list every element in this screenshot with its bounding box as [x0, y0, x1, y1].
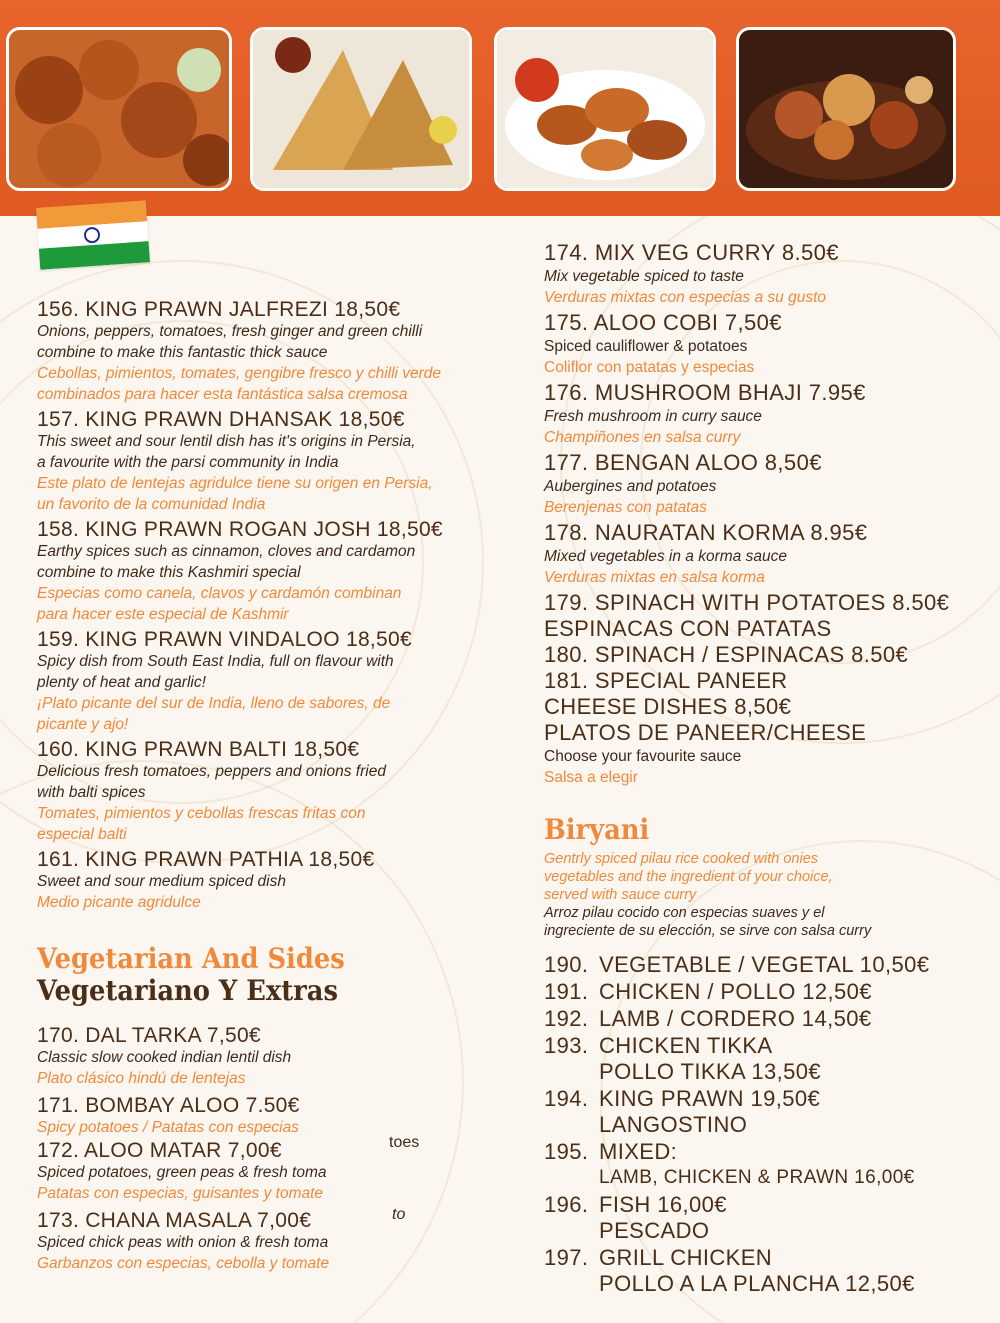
item-desc-es: Este plato de lentejas agridulce tiene su origen en Persia, [37, 475, 433, 492]
item-desc-en: Fresh mushroom in curry sauce [544, 408, 762, 425]
item-title: 179. SPINACH WITH POTATOES 8.50€ [544, 590, 950, 615]
item-desc-en: Choose your favourite sauce [544, 748, 742, 765]
item-desc-es: Garbanzos con especias, cebolla y tomate [37, 1255, 330, 1272]
item-title: 178. NAURATAN KORMA 8.95€ [544, 520, 868, 545]
item-title: 160. KING PRAWN BALTI 18,50€ [37, 738, 360, 761]
item-desc-es: Plato clásico hindú de lentejas [37, 1070, 246, 1087]
item-title: PESCADO [599, 1218, 710, 1243]
item-number: 194. [544, 1086, 589, 1111]
item-desc-es: Coliflor con patatas y especias [544, 359, 755, 376]
item-title: CHICKEN TIKKA [599, 1033, 773, 1058]
biryani-desc-en: vegetables and the ingredient of your choice, [544, 869, 833, 885]
item-title: 157. KING PRAWN DHANSAK 18,50€ [37, 408, 405, 431]
item-title: 180. SPINACH / ESPINACAS 8.50€ [544, 642, 909, 667]
item-desc-en: Onions, peppers, tomatoes, fresh ginger and green chilli [37, 323, 423, 340]
item-number: 192. [544, 1006, 589, 1031]
item-desc-en: Spiced cauliflower & potatoes [544, 338, 748, 355]
menu-item-175 [544, 310, 984, 378]
item-title: 161. KING PRAWN PATHIA 18,50€ [37, 848, 375, 871]
item-desc-es: Cebollas, pimientos, tomates, gengibre fresco y chilli verde [37, 365, 442, 382]
item-title: GRILL CHICKEN [599, 1245, 773, 1270]
item-desc-es: combinados para hacer esta fantástica salsa cremosa [37, 386, 408, 403]
item-title: POLLO A LA PLANCHA 12,50€ [599, 1271, 915, 1296]
biryani-item-190 [544, 952, 984, 978]
onion-bhaji-photo [6, 27, 232, 191]
fried-chicken-image [497, 30, 713, 188]
header-banner [0, 0, 1000, 216]
item-desc-en: Aubergines and potatoes [544, 478, 717, 495]
biryani-item-194 [544, 1086, 984, 1138]
item-desc-es: Salsa a elegir [544, 769, 638, 786]
menu-item-179-181 [544, 590, 984, 788]
item-title: 176. MUSHROOM BHAJI 7.95€ [544, 380, 866, 405]
item-title: POLLO TIKKA 13,50€ [599, 1059, 822, 1084]
biryani-item-197 [544, 1245, 984, 1297]
item-desc-es: Berenjenas con patatas [544, 499, 707, 516]
menu-item-173 [37, 1206, 507, 1274]
veg-heading-en: Vegetarian And Sides [37, 942, 345, 975]
item-title: 181. SPECIAL PANEER [544, 668, 788, 693]
onion-bhaji-image [9, 30, 229, 188]
item-desc-en: plenty of heat and garlic! [37, 674, 206, 691]
menu-item-157 [37, 409, 507, 515]
samosa-image [253, 30, 469, 188]
item-desc-en: combine to make this Kashmiri special [37, 564, 301, 581]
biryani-heading: Biryani [544, 813, 650, 846]
item-title: CHICKEN / POLLO 12,50€ [599, 979, 872, 1004]
item-title: 159. KING PRAWN VINDALOO 18,50€ [37, 628, 412, 651]
item-number: 191. [544, 979, 589, 1004]
item-desc-en: Sweet and sour medium spiced dish [37, 873, 286, 890]
item-title: ESPINACAS CON PATATAS [544, 616, 832, 641]
item-desc-es: Spicy potatoes / Patatas con especias [37, 1119, 299, 1136]
item-desc-es: Champiñones en salsa curry [544, 429, 741, 446]
biryani-item-191 [544, 979, 984, 1005]
item-desc-es: Especias como canela, clavos y cardamón combinan [37, 585, 402, 602]
menu-item-170 [37, 1025, 507, 1089]
item-desc-es: picante y ajo! [37, 716, 129, 733]
item-desc-es: un favorito de la comunidad India [37, 496, 266, 513]
stray-text: to [392, 1206, 406, 1223]
item-title: 158. KING PRAWN ROGAN JOSH 18,50€ [37, 518, 443, 541]
item-title: KING PRAWN 19,50€ [599, 1086, 821, 1111]
item-desc-en: Spicy dish from South East India, full on flavour with [37, 653, 394, 670]
item-desc-en: This sweet and sour lentil dish has it's origins in Persia, [37, 433, 416, 450]
fried-chicken-photo [494, 27, 716, 191]
item-desc-es: para hacer este especial de Kashmir [37, 606, 289, 623]
item-number: 196. [544, 1192, 589, 1217]
item-title: LAMB / CORDERO 14,50€ [599, 1006, 872, 1031]
menu-item-178 [544, 520, 984, 588]
item-desc-es: Tomates, pimientos y cebollas frescas fritas con [37, 805, 366, 822]
item-title: 174. MIX VEG CURRY 8.50€ [544, 240, 839, 265]
item-desc-en: Spiced potatoes, green peas & fresh toma [37, 1164, 327, 1181]
biryani-list [544, 952, 984, 1297]
menu-item-161 [37, 849, 507, 913]
item-title: FISH 16,00€ [599, 1192, 727, 1217]
item-desc-en: with balti spices [37, 784, 146, 801]
menu-item-176 [544, 380, 984, 448]
veg-heading-es: Vegetariano Y Extras [37, 974, 338, 1007]
item-desc-es: Patatas con especias, guisantes y tomate [37, 1185, 324, 1202]
item-desc-en: Mixed vegetables in a korma sauce [544, 548, 787, 565]
item-title: CHEESE DISHES 8,50€ [544, 694, 792, 719]
veg-section-heading [37, 943, 507, 1007]
sizzler-image [739, 30, 953, 188]
menu-item-174 [544, 240, 984, 308]
item-desc-en: Mix vegetable spiced to taste [544, 268, 744, 285]
item-desc-en: Earthy spices such as cinnamon, cloves and cardamon [37, 543, 416, 560]
menu-item-172 [37, 1134, 507, 1204]
item-title: 175. ALOO COBI 7,50€ [544, 310, 782, 335]
item-number: 193. [544, 1033, 589, 1058]
item-title: PLATOS DE PANEER/CHEESE [544, 720, 867, 745]
item-title: 177. BENGAN ALOO 8,50€ [544, 450, 822, 475]
left-column [37, 299, 507, 1274]
stray-text: toes [389, 1134, 420, 1151]
item-desc-es: ¡Plato picante del sur de India, lleno de sabores, de [37, 695, 391, 712]
menu-item-156 [37, 299, 507, 405]
item-title: LAMB, CHICKEN & PRAWN 16,00€ [599, 1167, 915, 1188]
item-desc-en: a favourite with the parsi community in India [37, 454, 339, 471]
biryani-section [544, 814, 984, 1297]
biryani-desc-en: Gentrly spiced pilau rice cooked with onies [544, 851, 819, 867]
india-flag [36, 200, 150, 270]
item-title: LANGOSTINO [599, 1112, 748, 1137]
biryani-item-196 [544, 1192, 984, 1244]
menu-item-158 [37, 519, 507, 625]
samosa-photo [250, 27, 472, 191]
biryani-item-195 [544, 1139, 984, 1191]
item-title: 170. DAL TARKA 7,50€ [37, 1024, 261, 1047]
biryani-desc-es: ingreciente de su elección, se sirve con salsa curry [544, 923, 872, 939]
item-desc-es: especial balti [37, 826, 127, 843]
item-desc-en: Classic slow cooked indian lentil dish [37, 1049, 292, 1066]
item-title: 172. ALOO MATAR 7,00€ [37, 1139, 282, 1162]
item-desc-es: Verduras mixtas en salsa korma [544, 569, 765, 586]
item-number: 197. [544, 1245, 589, 1270]
item-title: VEGETABLE / VEGETAL 10,50€ [599, 952, 930, 977]
biryani-desc-en: served with sauce curry [544, 887, 697, 903]
item-desc-en: Spiced chick peas with onion & fresh toma [37, 1234, 329, 1251]
item-title: 156. KING PRAWN JALFREZI 18,50€ [37, 298, 401, 321]
item-number: 195. [544, 1139, 589, 1164]
biryani-desc-es: Arroz pilau cocido con especias suaves y el [544, 905, 825, 921]
item-desc-en: combine to make this fantastic thick sauce [37, 344, 328, 361]
item-desc-es: Verduras mixtas con especias a su gusto [544, 289, 827, 306]
menu-item-159 [37, 629, 507, 735]
menu-item-171 [37, 1095, 507, 1138]
biryani-item-193 [544, 1033, 984, 1085]
item-desc-en: Delicious fresh tomatoes, peppers and onions fried [37, 763, 386, 780]
item-desc-es: Medio picante agridulce [37, 894, 201, 911]
right-column [544, 240, 984, 1297]
menu-item-177 [544, 450, 984, 518]
biryani-item-192 [544, 1006, 984, 1032]
menu-item-160 [37, 739, 507, 845]
item-number: 190. [544, 952, 589, 977]
item-title: 171. BOMBAY ALOO 7.50€ [37, 1094, 300, 1117]
item-title: 173. CHANA MASALA 7,00€ [37, 1209, 312, 1232]
sizzler-photo [736, 27, 956, 191]
item-title: MIXED: [599, 1139, 678, 1164]
